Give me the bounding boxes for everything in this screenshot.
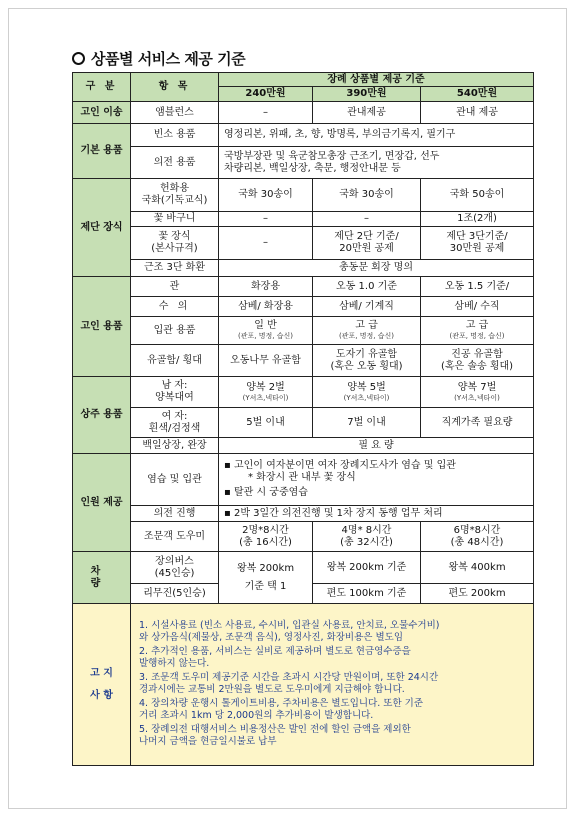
cell-sub: (관포, 명정, 습신) bbox=[339, 332, 394, 340]
cell: 영정리본, 위패, 초, 향, 방명록, 부의금기록지, 필기구 bbox=[219, 124, 534, 147]
item: 백일상장, 완장 bbox=[131, 438, 219, 454]
staff-line-3: ▪ 탈관 시 궁중염습 bbox=[224, 487, 308, 498]
item: 의전 용품 bbox=[131, 147, 219, 179]
cat-altar: 제단 장식 bbox=[73, 179, 131, 277]
cell: 국방부장관 및 육군참모총장 근조기, 면장갑, 선두 차량리본, 백일상장, 축문, 행정안내문 등 bbox=[219, 147, 534, 179]
note-item: 3. 조문객 도우미 제공기준 시간을 초과시 시간당 만원이며, 또한 24시간 경과시에는 교통비 2만원을 별도로 도우미에게 지급해야 합니다. bbox=[139, 671, 439, 695]
row-altar-2 bbox=[73, 212, 534, 227]
cell: 관내제공 bbox=[313, 102, 421, 124]
header-category: 구 분 bbox=[73, 73, 131, 102]
cell-main: 양복 2벌 bbox=[246, 381, 285, 393]
cell bbox=[219, 317, 313, 345]
item: 헌화용 국화(기독교식) bbox=[131, 179, 219, 212]
title-text: 상품별 서비스 제공 기준 bbox=[91, 50, 246, 68]
item: 의전 진행 bbox=[131, 506, 219, 522]
row-deceased-1 bbox=[73, 277, 534, 297]
header-group: 장례 상품별 제공 기준 bbox=[219, 73, 534, 87]
cell-main: 일 반 bbox=[254, 320, 277, 331]
cell bbox=[313, 317, 421, 345]
row-staff-1 bbox=[73, 454, 534, 506]
cell: 직계가족 필요량 bbox=[421, 408, 534, 438]
cell-main: 양복 5벌 bbox=[347, 381, 386, 393]
cell: 국화 50송이 bbox=[421, 179, 534, 212]
cell: 필 요 량 bbox=[219, 438, 534, 454]
tier-3: 540만원 bbox=[421, 87, 534, 102]
cell: – bbox=[219, 227, 313, 260]
staff-line-1: ▪ 고인이 여자분이면 여자 장례지도사가 염습 및 입관 bbox=[224, 460, 456, 471]
cell: 편도 100km 기준 bbox=[313, 584, 421, 604]
cell: 오동나무 유골함 bbox=[219, 345, 313, 377]
row-deceased-3 bbox=[73, 317, 534, 345]
item: 유골함/ 횡대 bbox=[131, 345, 219, 377]
tier-2: 390만원 bbox=[313, 87, 421, 102]
cell: 삼베/ 화장용 bbox=[219, 297, 313, 317]
cell: 삼베/ 수직 bbox=[421, 297, 534, 317]
row-basic-2 bbox=[73, 147, 534, 179]
cell: 1조(2개) bbox=[421, 212, 534, 227]
item: 여 자: 흰색/검정색 bbox=[131, 408, 219, 438]
note-item: 5. 장례의전 대행서비스 비용정산은 발인 전에 할인 금액을 제외한 나머지 금액을 현금일시불로 납부 bbox=[139, 723, 411, 747]
cell bbox=[421, 377, 534, 408]
item: 염습 및 입관 bbox=[131, 454, 219, 506]
cat-staff: 인원 제공 bbox=[73, 454, 131, 552]
header-row-1 bbox=[73, 73, 534, 87]
row-transfer bbox=[73, 102, 534, 124]
cell: 7벌 이내 bbox=[313, 408, 421, 438]
row-vehicle-1 bbox=[73, 552, 534, 584]
row-staff-2 bbox=[73, 506, 534, 522]
cell bbox=[421, 317, 534, 345]
page-title bbox=[72, 48, 245, 69]
row-staff-3 bbox=[73, 522, 534, 552]
cell: 왕복 400km bbox=[421, 552, 534, 584]
cell: 국화 30송이 bbox=[219, 179, 313, 212]
cell: 왕복 200km 기준 bbox=[313, 552, 421, 584]
cell: – bbox=[219, 212, 313, 227]
item: 장의버스 (45인승) bbox=[131, 552, 219, 584]
item: 리무진(5인승) bbox=[131, 584, 219, 604]
cell-sub: (관포, 명정, 습신) bbox=[238, 332, 293, 340]
cat-transfer: 고인 이송 bbox=[73, 102, 131, 124]
cell-sub: (Y셔츠,넥타이) bbox=[454, 393, 500, 402]
cell: 4명* 8시간 (총 32시간) bbox=[313, 522, 421, 552]
cell: 도자기 유골함 (혹은 오동 횡대) bbox=[313, 345, 421, 377]
cell: ▪ 2박 3일간 의전진행 및 1차 장지 동행 업무 처리 bbox=[219, 506, 534, 522]
cat-basic: 기본 용품 bbox=[73, 124, 131, 179]
cell: 편도 200km bbox=[421, 584, 534, 604]
item-ambulance: 앰블런스 bbox=[131, 102, 219, 124]
row-mourner-1 bbox=[73, 377, 534, 408]
row-altar-3 bbox=[73, 227, 534, 260]
notes-list bbox=[133, 618, 531, 752]
cell-main: 양복 7벌 bbox=[457, 381, 497, 393]
note-item: 4. 장의차량 운행시 톨게이트비용, 주차비용은 별도입니다. 또한 기준 거리 초과시 1km 당 2,000원의 추가비용이 발생합니다. bbox=[139, 697, 424, 721]
cell-sub: (Y셔츠,넥타이) bbox=[343, 393, 390, 402]
item: 입관 용품 bbox=[131, 317, 219, 345]
cell: 제단 2단 기준/ 20만원 공제 bbox=[313, 227, 421, 260]
item: 빈소 용품 bbox=[131, 124, 219, 147]
item: 조문객 도우미 bbox=[131, 522, 219, 552]
header-item: 항 목 bbox=[131, 73, 219, 102]
note-item: 1. 시설사용료 (빈소 사용료, 수시비, 입관실 사용료, 안치료, 오물수거비) 와 상가음식(제물상, 조문객 음식), 영정사진, 화장비용은 별도임 bbox=[139, 619, 440, 643]
item: 꽃 바구니 bbox=[131, 212, 219, 227]
note-item: 2. 추가적인 용품, 서비스는 실비로 제공하며 별도로 현금영수증을 발행하지 않는다. bbox=[139, 645, 411, 669]
cell: 화장용 bbox=[219, 277, 313, 297]
cell: – bbox=[313, 212, 421, 227]
circle-bullet-icon bbox=[72, 52, 85, 65]
item: 꽃 장식 (본사규격) bbox=[131, 227, 219, 260]
cell: 5벌 이내 bbox=[219, 408, 313, 438]
cell: 오동 1.5 기준/ bbox=[421, 277, 534, 297]
notes-cell bbox=[131, 604, 534, 766]
item: 남 자: 양복대여 bbox=[131, 377, 219, 408]
tier-1: 240만원 bbox=[219, 87, 313, 102]
cell bbox=[313, 377, 421, 408]
cell-main: 왕복 200km bbox=[236, 562, 295, 574]
row-deceased-4 bbox=[73, 345, 534, 377]
service-standard-table bbox=[72, 72, 534, 766]
row-basic-1 bbox=[73, 124, 534, 147]
cell: 진공 유골함 (혹은 솔송 횡대) bbox=[421, 345, 534, 377]
cell bbox=[219, 377, 313, 408]
cell-sub: (Y셔츠,넥타이) bbox=[242, 393, 289, 402]
cell: 제단 3단기준/ 30만원 공제 bbox=[421, 227, 534, 260]
item: 관 bbox=[131, 277, 219, 297]
cell-sub: (관포, 명정, 습신) bbox=[449, 332, 505, 340]
cell: 오동 1.0 기준 bbox=[313, 277, 421, 297]
item: 근조 3단 화환 bbox=[131, 260, 219, 277]
cell: 2명*8시간 (총 16시간) bbox=[219, 522, 313, 552]
cell: 총동문 회장 명의 bbox=[219, 260, 534, 277]
cell: 국화 30송이 bbox=[313, 179, 421, 212]
cell: – bbox=[219, 102, 313, 124]
item: 수 의 bbox=[131, 297, 219, 317]
cell-main: 고 급 bbox=[465, 320, 489, 331]
cell-main: 고 급 bbox=[355, 320, 378, 331]
row-mourner-3 bbox=[73, 438, 534, 454]
row-mourner-2 bbox=[73, 408, 534, 438]
cell: 삼베/ 기계직 bbox=[313, 297, 421, 317]
cat-deceased: 고인 용품 bbox=[73, 277, 131, 377]
cat-mourner: 상주 용품 bbox=[73, 377, 131, 454]
row-notes bbox=[73, 604, 534, 766]
cell: 관내 제공 bbox=[421, 102, 534, 124]
cat-notes: 고 지 사 항 bbox=[73, 604, 131, 766]
staff-line-2: * 화장시 관 내부 꽃 장식 bbox=[248, 472, 356, 483]
cell-sub: 기준 택 1 bbox=[244, 580, 287, 592]
cell bbox=[219, 552, 313, 604]
row-altar-1 bbox=[73, 179, 534, 212]
row-deceased-2 bbox=[73, 297, 534, 317]
row-altar-4 bbox=[73, 260, 534, 277]
cell bbox=[219, 454, 534, 506]
cat-vehicle: 차 량 bbox=[73, 552, 131, 604]
cell: 6명*8시간 (총 48시간) bbox=[421, 522, 534, 552]
